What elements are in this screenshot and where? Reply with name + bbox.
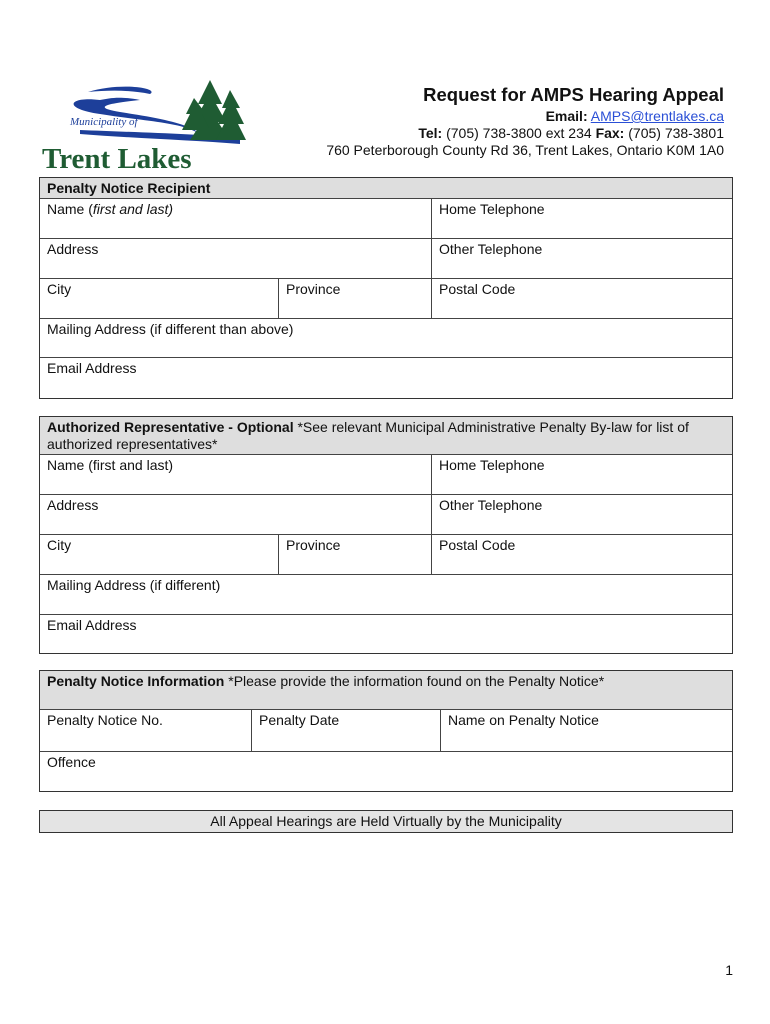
recipient-province-field[interactable]: Province [278, 279, 431, 318]
recipient-header-row [40, 178, 732, 198]
notice-info-heading: Penalty Notice Information [47, 673, 225, 689]
recipient-home-phone-field[interactable]: Home Telephone [431, 199, 732, 238]
representative-section [39, 416, 733, 654]
phone-line [418, 125, 724, 141]
tel-label: Tel: [418, 125, 443, 141]
email-link[interactable]: AMPS@trentlakes.ca [590, 108, 724, 124]
representative-note: *See relevant Municipal Administrative Penalty By-law for list of authorized representatives* [47, 419, 689, 452]
recipient-postal-field[interactable]: Postal Code [431, 279, 732, 318]
page-title: Request for AMPS Hearing Appeal [423, 84, 724, 105]
rep-mailing-field[interactable]: Mailing Address (if different) [47, 577, 221, 593]
representative-header-row [40, 417, 732, 454]
recipient-city-field[interactable]: City [47, 281, 72, 297]
representative-heading: Authorized Representative - Optional [47, 419, 294, 435]
recipient-name-field[interactable] [40, 199, 431, 238]
rep-province-field[interactable]: Province [278, 535, 431, 574]
recipient-email-field[interactable]: Email Address [47, 360, 137, 376]
name-prefix: Name ( [47, 201, 93, 217]
rep-address-field[interactable]: Address [47, 497, 99, 513]
recipient-other-phone-field[interactable]: Other Telephone [431, 239, 732, 278]
recipient-address-field[interactable]: Address [47, 241, 99, 257]
tel-value: (705) 738-3800 ext 234 [446, 125, 592, 141]
offence-field[interactable]: Offence [47, 754, 96, 770]
notice-info-note: *Please provide the information found on the Penalty Notice* [224, 673, 605, 689]
representative-heading-block [40, 417, 732, 454]
logo-title: Trent Lakes [42, 143, 192, 172]
logo-subtitle: Municipality of [70, 116, 138, 128]
fax-label: Fax: [595, 125, 625, 141]
email-line [546, 108, 724, 124]
virtual-hearings-banner: All Appeal Hearings are Held Virtually by the Municipality [39, 810, 733, 833]
rep-email-field[interactable]: Email Address [47, 617, 137, 633]
notice-info-header-row [40, 671, 732, 709]
rep-name-field[interactable]: Name (first and last) [47, 457, 174, 473]
name-on-notice-field[interactable]: Name on Penalty Notice [440, 710, 732, 751]
recipient-mailing-field[interactable]: Mailing Address (if different than above) [47, 321, 294, 337]
name-italic: first and last [92, 201, 169, 217]
rep-other-phone-field[interactable]: Other Telephone [431, 495, 732, 534]
logo-graphic [40, 78, 256, 172]
notice-info-section [39, 670, 733, 792]
fax-value: (705) 738-3801 [628, 125, 724, 141]
page-number: 1 [725, 962, 733, 978]
penalty-date-field[interactable]: Penalty Date [251, 710, 440, 751]
mailing-address: 760 Peterborough County Rd 36, Trent Lakes, Ontario K0M 1A0 [326, 142, 724, 158]
penalty-number-field[interactable]: Penalty Notice No. [47, 712, 163, 728]
notice-info-heading-block [40, 671, 611, 709]
recipient-heading: Penalty Notice Recipient [47, 180, 211, 196]
trent-lakes-logo [40, 78, 256, 172]
name-suffix: ) [168, 201, 174, 217]
recipient-section [39, 177, 733, 399]
rep-home-phone-field[interactable]: Home Telephone [431, 455, 732, 494]
rep-postal-field[interactable]: Postal Code [431, 535, 732, 574]
email-label: Email: [545, 108, 588, 124]
rep-city-field[interactable]: City [47, 537, 72, 553]
